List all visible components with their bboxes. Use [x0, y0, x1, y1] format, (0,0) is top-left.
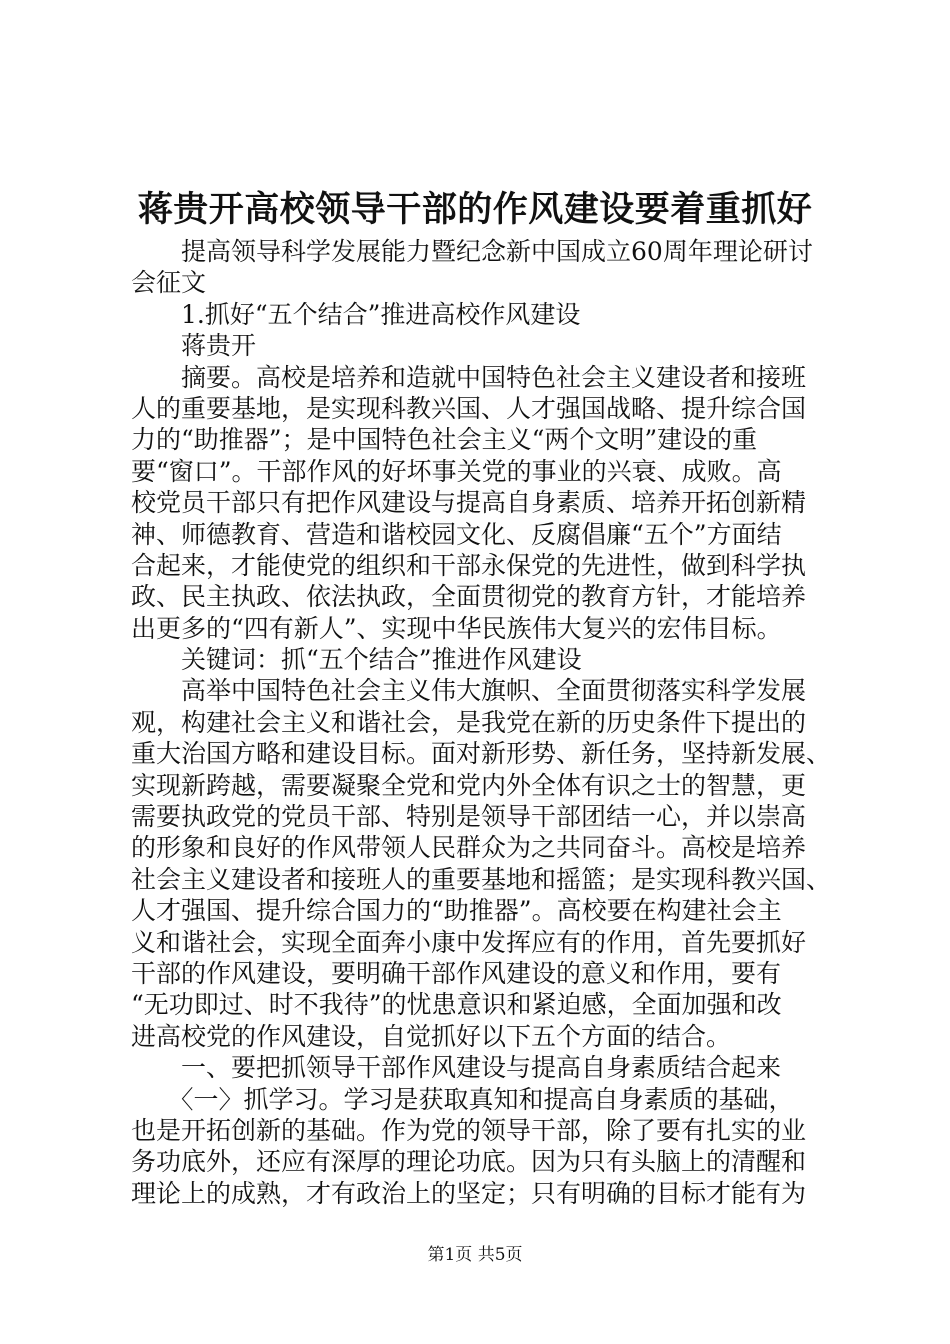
body-line: 实现新跨越，需要凝聚全党和党内外全体有识之士的智慧，更	[131, 770, 807, 800]
body-line: 政、民主执政、依法执政，全面贯彻党的教育方针，才能培养	[131, 582, 807, 612]
body-line: 会征文	[131, 268, 207, 298]
body-line: 摘要。高校是培养和造就中国特色社会主义建设者和接班	[131, 362, 807, 392]
body-line: 蒋贵开	[131, 331, 257, 361]
body-line: 关键词：抓“五个结合”推进作风建设	[131, 645, 582, 675]
body-line: 理论上的成熟，才有政治上的坚定；只有明确的目标才能有为	[131, 1178, 807, 1208]
body-line: 进高校党的作风建设，自觉抓好以下五个方面的结合。	[131, 1021, 732, 1051]
document-title: 蒋贵开高校领导干部的作风建设要着重抓好	[137, 189, 813, 230]
body-line: “无功即过、时不我待”的忧患意识和紧迫感，全面加强和改	[131, 990, 782, 1020]
body-line: 需要执政党的党员干部、特别是领导干部团结一心，并以崇高	[131, 802, 807, 832]
body-line: 务功底外，还应有深厚的理论功底。因为只有头脑上的清醒和	[131, 1147, 807, 1177]
body-line: 神、师德教育、营造和谐校园文化、反腐倡廉“五个”方面结	[131, 519, 782, 549]
body-line: 高举中国特色社会主义伟大旗帜、全面贯彻落实科学发展	[131, 676, 807, 706]
body-line: 1.抓好“五个结合”推进高校作风建设	[131, 299, 581, 329]
body-line: 也是开拓创新的基础。作为党的领导干部，除了要有扎实的业	[131, 1115, 807, 1145]
body-line: 一、要把抓领导干部作风建设与提高自身素质结合起来	[131, 1053, 782, 1083]
page-footer: 第1页 共5页	[427, 1245, 523, 1265]
document-body	[131, 236, 831, 1209]
body-line: 观，构建社会主义和谐社会，是我党在新的历史条件下提出的	[131, 707, 807, 737]
body-line: 出更多的“四有新人”、实现中华民族伟大复兴的宏伟目标。	[131, 613, 782, 643]
body-line: 合起来，才能使党的组织和干部永保党的先进性，做到科学执	[131, 550, 807, 580]
body-line: 人才强国、提升综合国力的“助推器”。高校要在构建社会主	[131, 896, 782, 926]
body-line: 要“窗口”。干部作风的好坏事关党的事业的兴衰、成败。高	[131, 456, 782, 486]
body-line: 干部的作风建设，要明确干部作风建设的意义和作用，要有	[131, 958, 782, 988]
body-line: 重大治国方略和建设目标。面对新形势、新任务，坚持新发展、	[131, 739, 832, 769]
body-line: 提高领导科学发展能力暨纪念新中国成立60周年理论研讨	[131, 237, 813, 266]
body-line: 校党员干部只有把作风建设与提高自身素质、培养开拓创新精	[131, 488, 807, 518]
body-line: 力的“助推器”；是中国特色社会主义“两个文明”建设的重	[131, 425, 758, 455]
body-line: 社会主义建设者和接班人的重要基地和摇篮；是实现科教兴国、	[131, 864, 832, 894]
body-line: 的形象和良好的作风带领人民群众为之共同奋斗。高校是培养	[131, 833, 807, 863]
body-line: 〈一〉抓学习。学习是获取真知和提高自身素质的基础，	[131, 1084, 794, 1114]
body-line: 人的重要基地，是实现科教兴国、人才强国战略、提升综合国	[131, 393, 807, 423]
body-line: 义和谐社会，实现全面奔小康中发挥应有的作用，首先要抓好	[131, 927, 807, 957]
